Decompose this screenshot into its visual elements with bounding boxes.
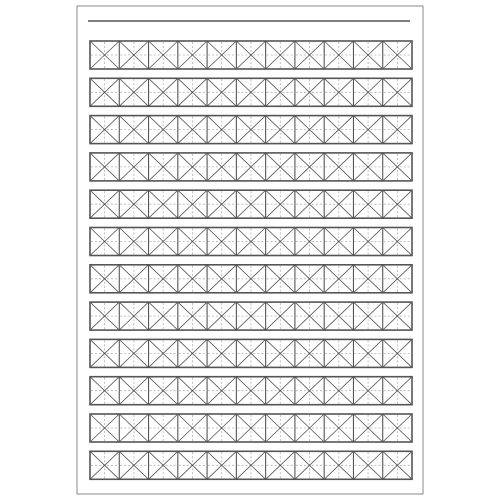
practice-row [90,116,412,144]
practice-row [90,414,412,442]
practice-row [90,41,412,69]
practice-row [90,78,412,106]
practice-row [90,302,412,330]
practice-row [90,377,412,405]
practice-row [90,339,412,367]
practice-row [90,265,412,293]
practice-row [90,451,412,479]
practice-row [90,190,412,218]
practice-row [90,153,412,181]
practice-row [90,228,412,256]
